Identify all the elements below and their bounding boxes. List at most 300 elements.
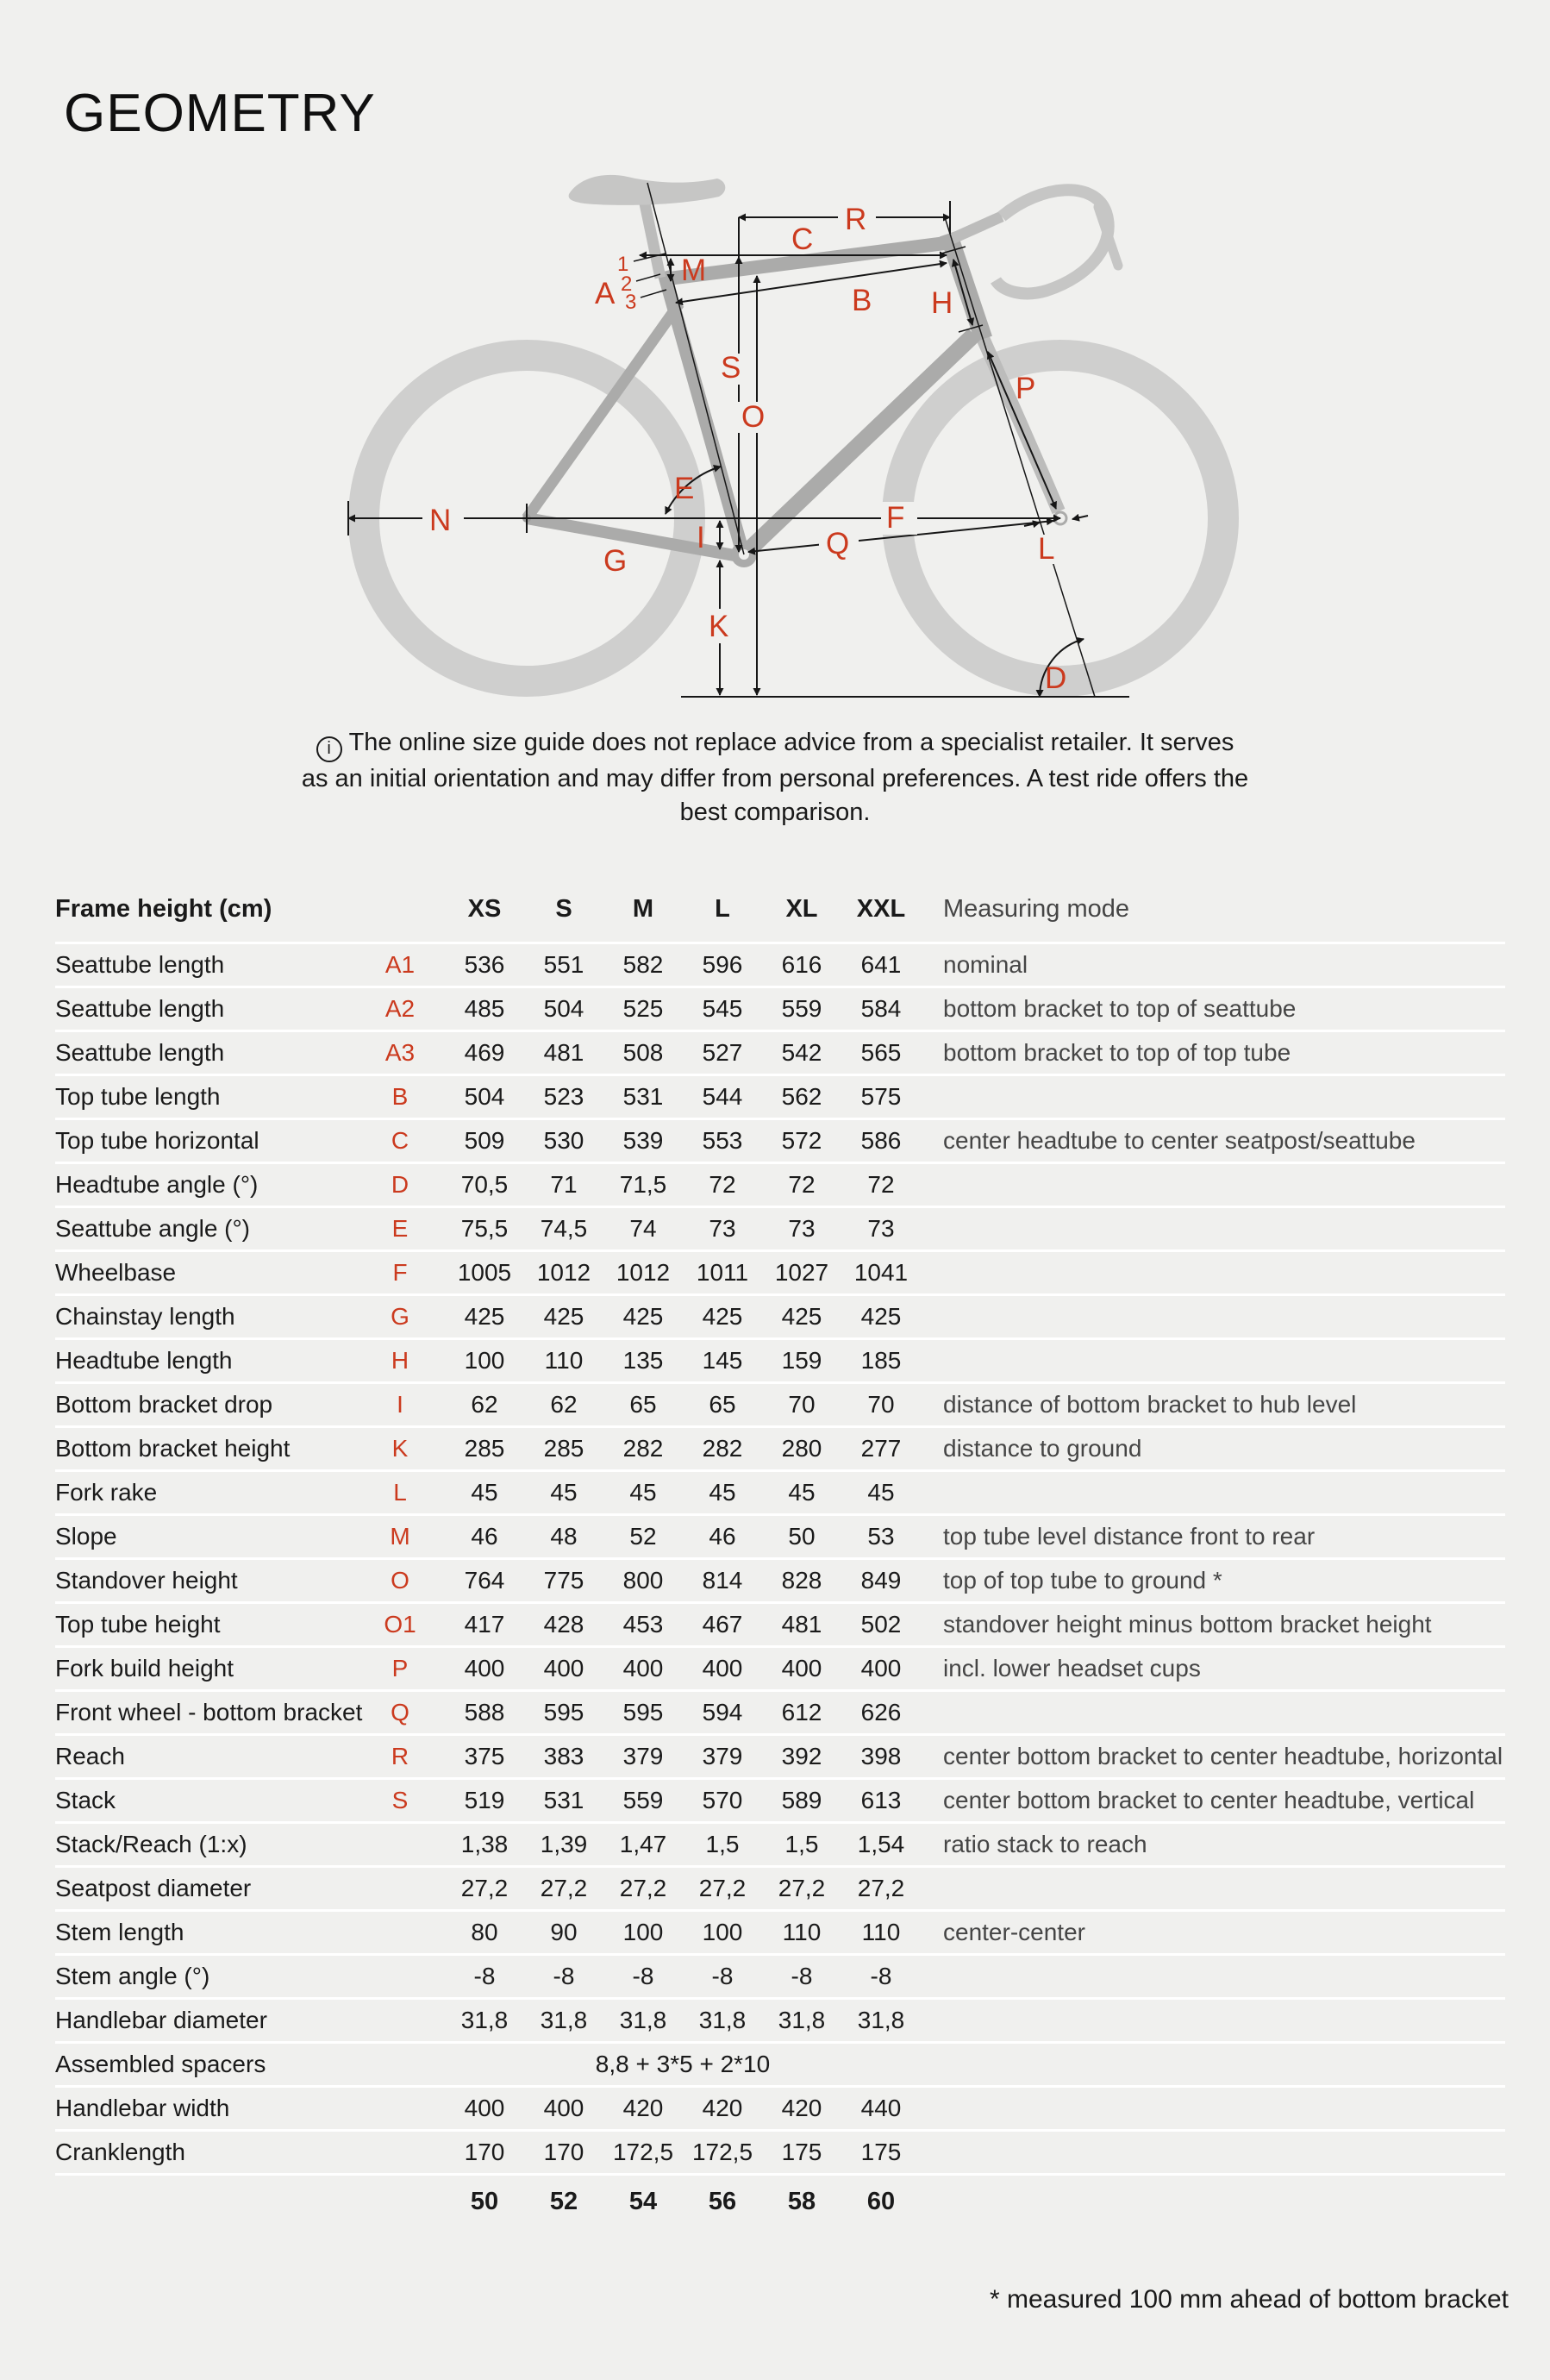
- header-size-l: L: [715, 894, 730, 923]
- size-guide-note-text: The online size guide does not replace advice from a specialist retailer. It serves as an initial orientation and may differ from personal preferences. A test ride offers the best comparison.: [301, 729, 1249, 826]
- row-value-xs: 100: [464, 1347, 505, 1374]
- row-value-s: 45: [550, 1479, 578, 1506]
- row-value-s: 285: [543, 1435, 584, 1462]
- row-value-xl: 559: [781, 995, 822, 1022]
- table-row: [55, 2129, 1505, 2173]
- diagram-label-a3: 3: [625, 291, 637, 314]
- row-value-l: 570: [702, 1787, 743, 1813]
- row-letter: A2: [384, 995, 416, 1022]
- header-size-xs: XS: [467, 894, 502, 923]
- table-row: [55, 942, 1505, 986]
- row-value-xl: 420: [781, 2095, 822, 2121]
- row-value-xxl: 1041: [853, 1259, 909, 1286]
- row-value-xs: 469: [464, 1039, 505, 1066]
- row-value-xl: 425: [781, 1303, 822, 1330]
- table-row: [55, 1030, 1505, 1074]
- row-span-value: 8,8 + 3*5 + 2*10: [595, 2051, 771, 2077]
- row-value-xs: 400: [464, 2095, 505, 2121]
- row-value-s: 523: [543, 1083, 584, 1110]
- stem: [952, 216, 1002, 239]
- row-value-xs: 1005: [457, 1259, 512, 1286]
- row-value-m: -8: [632, 1963, 654, 1989]
- row-value-xl: 45: [788, 1479, 816, 1506]
- row-value-xl: 616: [781, 951, 822, 978]
- row-value-m: 100: [622, 1919, 664, 1945]
- row-label: Cranklength: [55, 2139, 185, 2165]
- row-value-m: 595: [622, 1699, 664, 1726]
- row-letter: O: [391, 1567, 409, 1594]
- row-value-xl: 481: [781, 1611, 822, 1638]
- row-value-l: 1011: [696, 1259, 749, 1286]
- row-label: Stack: [55, 1787, 116, 1813]
- row-value-l: 72: [709, 1171, 736, 1198]
- diagram-label-k: K: [709, 610, 729, 643]
- row-value-s: 400: [543, 2095, 584, 2121]
- row-value-m: 508: [622, 1039, 664, 1066]
- row-measuring-mode: nominal: [943, 951, 1028, 978]
- row-label: Seattube length: [55, 1039, 225, 1066]
- row-measuring-mode: standover height minus bottom bracket height: [943, 1611, 1432, 1638]
- row-value-s: 383: [543, 1743, 584, 1769]
- table-row: [55, 1997, 1505, 2041]
- row-value-m: 1012: [616, 1259, 671, 1286]
- row-value-xxl: 53: [867, 1523, 895, 1550]
- row-letter: R: [391, 1743, 409, 1769]
- row-measuring-mode: bottom bracket to top of top tube: [943, 1039, 1291, 1066]
- row-value-xl: 612: [781, 1699, 822, 1726]
- row-letter: C: [391, 1127, 409, 1154]
- row-value-l: 282: [702, 1435, 743, 1462]
- row-value-xxl: 502: [860, 1611, 902, 1638]
- table-row: [55, 986, 1505, 1030]
- diagram-label-c: C: [791, 222, 814, 256]
- row-value-m: 52: [629, 1523, 657, 1550]
- row-value-m: 71,5: [619, 1171, 667, 1198]
- row-value-xxl: 398: [860, 1743, 902, 1769]
- row-value-l: 31,8: [698, 2007, 747, 2033]
- table-row: [55, 1469, 1505, 1513]
- row-value-xs: -8: [473, 1963, 496, 1989]
- row-measuring-mode: top of top tube to ground *: [943, 1567, 1222, 1594]
- row-letter: K: [391, 1435, 409, 1462]
- row-value-xxl: 72: [867, 1171, 895, 1198]
- row-value-xxl: 400: [860, 1655, 902, 1682]
- row-value-xl: 1,5: [784, 1831, 819, 1857]
- row-value-xl: 392: [781, 1743, 822, 1769]
- handlebar: [996, 190, 1109, 293]
- diagram-label-i: I: [697, 521, 705, 554]
- row-value-xxl: 586: [860, 1127, 902, 1154]
- diagram-label-p: P: [1016, 372, 1036, 405]
- row-label: Stack/Reach (1:x): [55, 1831, 247, 1857]
- table-row: [55, 1645, 1505, 1689]
- row-value-m: 525: [622, 995, 664, 1022]
- row-value-s: 504: [543, 995, 584, 1022]
- row-letter: F: [392, 1259, 408, 1286]
- row-value-xxl: 45: [867, 1479, 895, 1506]
- row-value-m: 74: [629, 1215, 657, 1242]
- table-row: [55, 1689, 1505, 1733]
- row-value-l: 73: [709, 1215, 736, 1242]
- row-value-xxl: 31,8: [857, 2007, 905, 2033]
- footer-size-xxl: 60: [866, 2188, 896, 2215]
- row-value-xl: 589: [781, 1787, 822, 1813]
- diagram-label-s: S: [721, 351, 741, 385]
- header-size-s: S: [555, 894, 572, 923]
- row-letter: D: [391, 1171, 409, 1198]
- row-value-xs: 509: [464, 1127, 505, 1154]
- diagram-label-b: B: [852, 284, 872, 317]
- row-value-xxl: 626: [860, 1699, 902, 1726]
- diagram-label-o: O: [741, 400, 766, 434]
- table-row: [55, 1206, 1505, 1250]
- footer-size-l: 56: [708, 2188, 737, 2215]
- header-size-xxl: XXL: [856, 894, 906, 923]
- row-value-xxl: 70: [867, 1391, 895, 1418]
- row-value-l: 545: [702, 995, 743, 1022]
- row-value-xxl: 575: [860, 1083, 902, 1110]
- row-letter: B: [391, 1083, 409, 1110]
- table-row: [55, 1381, 1505, 1425]
- row-value-xs: 80: [471, 1919, 498, 1945]
- row-value-s: 170: [543, 2139, 584, 2165]
- diagram-label-r: R: [845, 203, 867, 236]
- header-measuring-mode: Measuring mode: [943, 894, 1129, 923]
- row-letter: L: [393, 1479, 407, 1506]
- row-value-xl: 50: [788, 1523, 816, 1550]
- row-letter: P: [391, 1655, 409, 1682]
- header-frame-height: Frame height (cm): [55, 894, 272, 923]
- row-value-xxl: 425: [860, 1303, 902, 1330]
- header-size-xl: XL: [785, 894, 818, 923]
- row-value-m: 282: [622, 1435, 664, 1462]
- row-value-xl: 280: [781, 1435, 822, 1462]
- row-value-xxl: 641: [860, 951, 902, 978]
- row-value-xs: 485: [464, 995, 505, 1022]
- table-row: [55, 1733, 1505, 1777]
- diagram-label-q: Q: [826, 527, 850, 561]
- row-label: Top tube length: [55, 1083, 221, 1110]
- diagram-label-a: A: [595, 277, 616, 310]
- row-measuring-mode: bottom bracket to top of seattube: [943, 995, 1297, 1022]
- table-row: [55, 1821, 1505, 1865]
- row-value-s: 74,5: [540, 1215, 588, 1242]
- row-value-l: 65: [709, 1391, 736, 1418]
- row-value-s: -8: [553, 1963, 575, 1989]
- diagram-label-f: F: [886, 501, 905, 535]
- table-row: [55, 1293, 1505, 1337]
- row-value-xs: 588: [464, 1699, 505, 1726]
- row-measuring-mode: center-center: [943, 1919, 1085, 1945]
- row-label: Stem length: [55, 1919, 184, 1945]
- header-size-m: M: [632, 894, 654, 923]
- row-label: Bottom bracket height: [55, 1435, 291, 1462]
- diagram-label-l: L: [1038, 532, 1055, 566]
- row-label: Standover height: [55, 1567, 238, 1594]
- row-value-m: 582: [622, 951, 664, 978]
- row-value-s: 531: [543, 1787, 584, 1813]
- row-value-xl: 828: [781, 1567, 822, 1594]
- row-value-s: 1012: [536, 1259, 591, 1286]
- table-row: [55, 1118, 1505, 1162]
- row-value-l: 172,5: [691, 2139, 753, 2165]
- row-value-xl: 27,2: [778, 1875, 826, 1901]
- row-value-s: 31,8: [540, 2007, 588, 2033]
- diagram-label-g: G: [603, 544, 628, 578]
- row-value-xl: 175: [781, 2139, 822, 2165]
- table-row: [55, 1425, 1505, 1469]
- row-value-l: 814: [702, 1567, 743, 1594]
- row-value-m: 539: [622, 1127, 664, 1154]
- page-title: GEOMETRY: [64, 84, 376, 143]
- row-value-xs: 31,8: [460, 2007, 509, 2033]
- row-label: Seattube length: [55, 951, 225, 978]
- row-value-xs: 45: [471, 1479, 498, 1506]
- row-value-m: 31,8: [619, 2007, 667, 2033]
- row-value-xl: 562: [781, 1083, 822, 1110]
- diagram-label-e: E: [674, 472, 695, 505]
- row-value-l: 145: [702, 1347, 743, 1374]
- row-value-xxl: 613: [860, 1787, 902, 1813]
- row-value-xs: 46: [471, 1523, 498, 1550]
- row-value-xxl: 73: [867, 1215, 895, 1242]
- table-footer-sizes-row: [55, 2173, 1505, 2228]
- row-value-s: 775: [543, 1567, 584, 1594]
- chainstay: [527, 518, 744, 557]
- row-measuring-mode: center bottom bracket to center headtube, horizontal: [943, 1743, 1503, 1769]
- table-row: [55, 1777, 1505, 1821]
- row-value-xl: 400: [781, 1655, 822, 1682]
- row-value-s: 71: [550, 1171, 578, 1198]
- row-label: Seattube length: [55, 995, 225, 1022]
- row-value-l: 425: [702, 1303, 743, 1330]
- row-letter: H: [391, 1347, 409, 1374]
- row-value-xs: 170: [464, 2139, 505, 2165]
- dim-a3-tick: [641, 290, 666, 298]
- row-value-m: 1,47: [619, 1831, 667, 1857]
- row-measuring-mode: incl. lower headset cups: [943, 1655, 1201, 1682]
- row-value-l: -8: [711, 1963, 734, 1989]
- table-row: [55, 1513, 1505, 1557]
- row-value-m: 65: [629, 1391, 657, 1418]
- row-label: Seattube angle (°): [55, 1215, 251, 1242]
- row-letter: A1: [384, 951, 416, 978]
- row-label: Fork build height: [55, 1655, 234, 1682]
- row-value-l: 1,5: [705, 1831, 740, 1857]
- row-value-xl: 70: [788, 1391, 816, 1418]
- row-value-s: 62: [550, 1391, 578, 1418]
- geometry-table: [55, 876, 1505, 2228]
- row-value-s: 551: [543, 951, 584, 978]
- row-value-m: 400: [622, 1655, 664, 1682]
- row-value-xs: 70,5: [460, 1171, 509, 1198]
- row-value-xxl: 27,2: [857, 1875, 905, 1901]
- row-value-s: 595: [543, 1699, 584, 1726]
- diagram-label-d: D: [1045, 661, 1067, 695]
- row-value-l: 46: [709, 1523, 736, 1550]
- row-label: Headtube length: [55, 1347, 233, 1374]
- table-body: [55, 942, 1505, 2173]
- row-letter: Q: [391, 1699, 409, 1726]
- row-value-xl: 73: [788, 1215, 816, 1242]
- table-row: [55, 1250, 1505, 1293]
- down-tube: [744, 335, 974, 554]
- row-value-xs: 75,5: [460, 1215, 509, 1242]
- row-value-xxl: 565: [860, 1039, 902, 1066]
- row-label: Slope: [55, 1523, 117, 1550]
- footer-size-xl: 58: [787, 2188, 816, 2215]
- table-row: [55, 1909, 1505, 1953]
- row-value-m: 425: [622, 1303, 664, 1330]
- row-measuring-mode: distance to ground: [943, 1435, 1142, 1462]
- row-value-s: 90: [550, 1919, 578, 1945]
- row-value-m: 135: [622, 1347, 664, 1374]
- row-letter: G: [391, 1303, 409, 1330]
- footer-size-m: 54: [628, 2188, 658, 2215]
- row-value-l: 467: [702, 1611, 743, 1638]
- row-value-xs: 504: [464, 1083, 505, 1110]
- row-measuring-mode: top tube level distance front to rear: [943, 1523, 1316, 1550]
- row-value-s: 1,39: [540, 1831, 588, 1857]
- row-value-s: 530: [543, 1127, 584, 1154]
- row-value-xxl: 185: [860, 1347, 902, 1374]
- row-value-l: 45: [709, 1479, 736, 1506]
- row-label: Headtube angle (°): [55, 1171, 259, 1198]
- diagram-label-h: H: [931, 286, 953, 320]
- row-value-xs: 764: [464, 1567, 505, 1594]
- row-letter: O1: [384, 1611, 416, 1638]
- diagram-label-a2: 2: [621, 272, 633, 296]
- row-value-s: 481: [543, 1039, 584, 1066]
- row-value-xl: 72: [788, 1171, 816, 1198]
- table-row: [55, 2085, 1505, 2129]
- row-value-xxl: 1,54: [857, 1831, 905, 1857]
- row-value-xl: 110: [782, 1919, 822, 1945]
- row-value-xxl: 584: [860, 995, 902, 1022]
- size-guide-note: [301, 726, 1249, 830]
- row-value-s: 48: [550, 1523, 578, 1550]
- row-value-l: 527: [702, 1039, 743, 1066]
- row-value-l: 553: [702, 1127, 743, 1154]
- row-label: Seatpost diameter: [55, 1875, 252, 1901]
- row-label: Top tube height: [55, 1611, 221, 1638]
- row-value-m: 45: [629, 1479, 657, 1506]
- row-value-xxl: -8: [870, 1963, 892, 1989]
- row-label: Bottom bracket drop: [55, 1391, 273, 1418]
- table-row: [55, 1557, 1505, 1601]
- row-label: Stem angle (°): [55, 1963, 210, 1989]
- row-value-xl: -8: [791, 1963, 813, 1989]
- footer-size-s: 52: [549, 2188, 578, 2215]
- diagram-label-a1: 1: [617, 253, 629, 276]
- row-value-xl: 159: [781, 1347, 822, 1374]
- row-label: Chainstay length: [55, 1303, 235, 1330]
- row-value-s: 428: [543, 1611, 584, 1638]
- row-value-xxl: 849: [860, 1567, 902, 1594]
- row-value-xs: 375: [464, 1743, 505, 1769]
- footer-size-xs: 50: [470, 2188, 499, 2215]
- row-measuring-mode: ratio stack to reach: [943, 1831, 1147, 1857]
- row-letter: A3: [384, 1039, 416, 1066]
- row-value-m: 800: [622, 1567, 664, 1594]
- info-icon: i: [316, 736, 342, 762]
- row-value-l: 420: [702, 2095, 743, 2121]
- row-value-xs: 425: [464, 1303, 505, 1330]
- row-letter: I: [397, 1391, 403, 1418]
- row-value-m: 559: [622, 1787, 664, 1813]
- table-row: [55, 2041, 1505, 2085]
- row-label: Top tube horizontal: [55, 1127, 259, 1154]
- row-value-m: 420: [622, 2095, 664, 2121]
- row-value-s: 110: [544, 1347, 584, 1374]
- row-label: Handlebar diameter: [55, 2007, 267, 2033]
- row-value-l: 594: [702, 1699, 743, 1726]
- row-value-xl: 1027: [774, 1259, 829, 1286]
- row-letter: E: [391, 1215, 409, 1242]
- row-letter: S: [391, 1787, 409, 1813]
- row-value-xs: 62: [471, 1391, 498, 1418]
- seatpost: [645, 204, 660, 278]
- table-header-row: [55, 876, 1505, 942]
- row-value-s: 27,2: [540, 1875, 588, 1901]
- row-label: Front wheel - bottom bracket: [55, 1699, 363, 1726]
- bike-geometry-diagram: [310, 147, 1250, 776]
- row-value-l: 100: [702, 1919, 743, 1945]
- row-value-xl: 572: [781, 1127, 822, 1154]
- row-label: Wheelbase: [55, 1259, 177, 1286]
- row-value-xs: 27,2: [460, 1875, 509, 1901]
- row-value-xs: 417: [464, 1611, 505, 1638]
- table-row: [55, 1074, 1505, 1118]
- table-row: [55, 1953, 1505, 1997]
- bike-diagram-svg: [310, 147, 1250, 776]
- row-value-xxl: 440: [860, 2095, 902, 2121]
- row-value-l: 379: [702, 1743, 743, 1769]
- row-label: Fork rake: [55, 1479, 158, 1506]
- row-value-xxl: 175: [860, 2139, 902, 2165]
- row-value-l: 596: [702, 951, 743, 978]
- diagram-label-n: N: [429, 504, 452, 537]
- row-value-xl: 31,8: [778, 2007, 826, 2033]
- row-value-s: 400: [543, 1655, 584, 1682]
- row-value-xxl: 110: [861, 1919, 901, 1945]
- table-row: [55, 1601, 1505, 1645]
- row-label: Handlebar width: [55, 2095, 230, 2121]
- row-value-xs: 519: [464, 1787, 505, 1813]
- table-row: [55, 1865, 1505, 1909]
- table-row: [55, 1162, 1505, 1206]
- row-value-m: 172,5: [612, 2139, 674, 2165]
- row-value-s: 425: [543, 1303, 584, 1330]
- row-value-m: 379: [622, 1743, 664, 1769]
- measurement-footnote: * measured 100 mm ahead of bottom bracket: [990, 2285, 1509, 2314]
- row-value-xs: 285: [464, 1435, 505, 1462]
- saddle: [569, 175, 726, 205]
- row-value-m: 531: [622, 1083, 664, 1110]
- row-label: Reach: [55, 1743, 125, 1769]
- row-value-l: 400: [702, 1655, 743, 1682]
- row-value-xxl: 277: [860, 1435, 902, 1462]
- row-value-xs: 400: [464, 1655, 505, 1682]
- row-value-m: 27,2: [619, 1875, 667, 1901]
- row-value-m: 453: [622, 1611, 664, 1638]
- row-measuring-mode: center bottom bracket to center headtube, vertical: [943, 1787, 1475, 1813]
- row-value-xl: 542: [781, 1039, 822, 1066]
- dim-rake-arrow-right: [1072, 516, 1088, 519]
- row-measuring-mode: distance of bottom bracket to hub level: [943, 1391, 1357, 1418]
- row-value-l: 27,2: [698, 1875, 747, 1901]
- row-value-xs: 1,38: [460, 1831, 509, 1857]
